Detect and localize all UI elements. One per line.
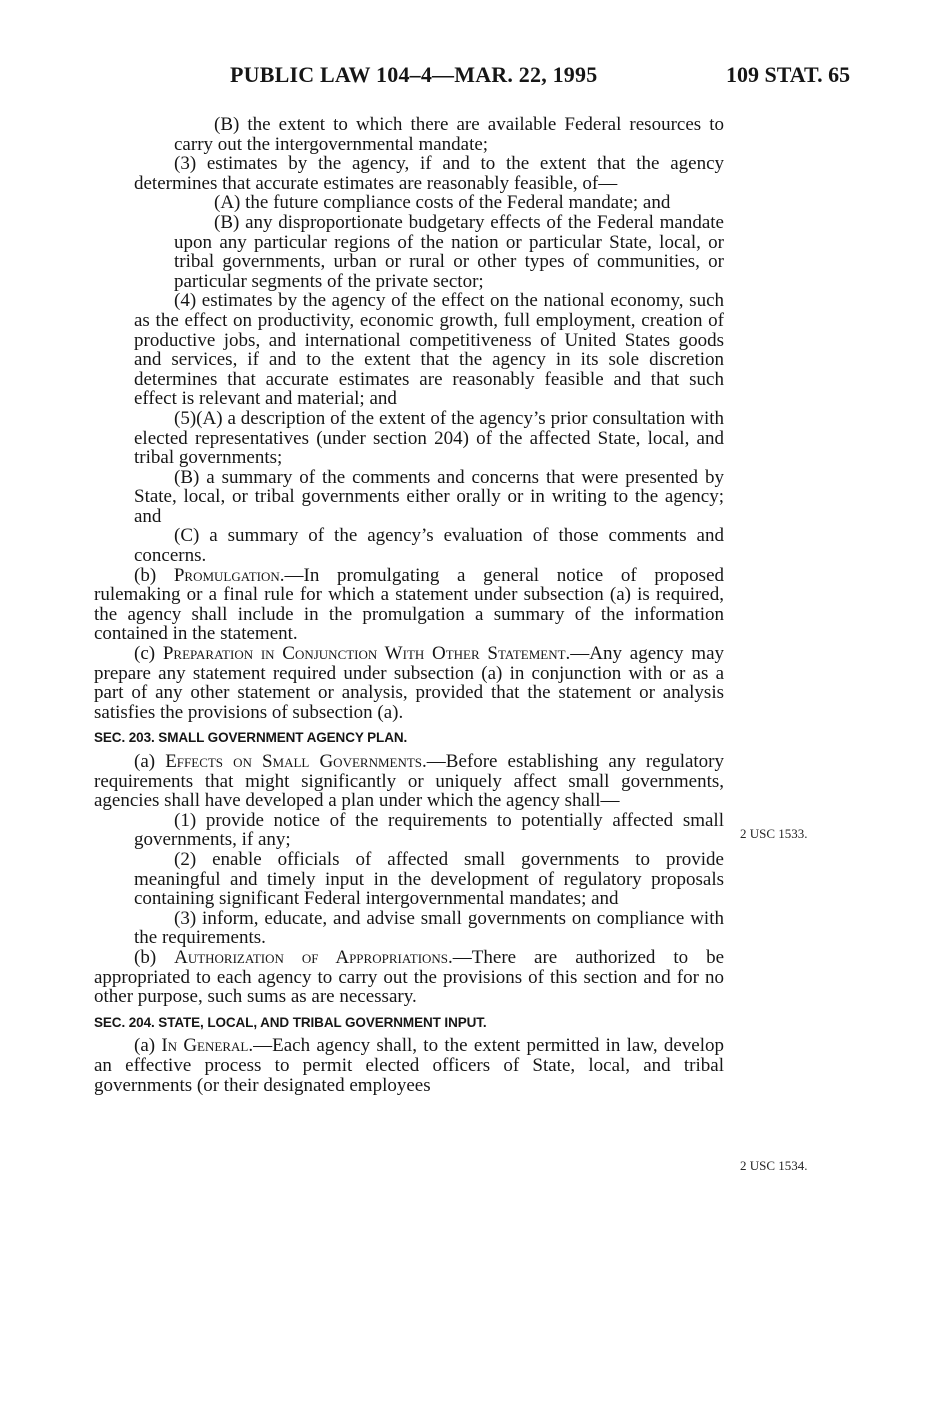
section-203-heading: SEC. 203. SMALL GOVERNMENT AGENCY PLAN.: [94, 730, 408, 746]
sec204-subsection-a: [94, 1036, 724, 1095]
paragraph-3b: (B) the extent to which there are available Federal resources to carry out the intergovernmental mandate;: [174, 114, 724, 155]
subsection-b-label: (b): [134, 564, 174, 586]
subsection-b-promulgation: [94, 566, 724, 644]
sec203-b-text: —There are authorized to be appropriated to each agency to carry out the provisions of this section and for no other purpose, such sums as are necessary.: [94, 946, 724, 1008]
sec204-a-heading: In General.: [161, 1035, 254, 1057]
paragraph-3b-dispro: (B) any disproportionate budgetary effects of the Federal mandate upon any particular regions of the nation or particular State, local, or tribal governments, urban or rural or other types of communities, or particular segments of the private sector;: [174, 211, 724, 292]
sec203-subsection-a: [94, 752, 724, 811]
sec203-paragraph-2: (2) enable officials of affected small governments to provide meaningful and timely input in the development of regulatory proposals containing significant Federal intergovernmental mandates; and: [134, 848, 724, 910]
paragraph-3a-text: (A) the future compliance costs of the Federal mandate; and: [214, 192, 671, 214]
subsection-b-text: —In promulgating a general notice of proposed rulemaking or a final rule for which a statement under subsection (a) is required, the agency shall include in the promulgation a summary of the information contained in the statement.: [94, 564, 725, 645]
paragraph-5a: (5)(A) a description of the extent of the agency’s prior consultation with elected representatives (under section 204) of the affected State, local, and tribal governments;: [134, 407, 724, 469]
body-text: [94, 115, 724, 1095]
sec203-paragraph-3: (3) inform, educate, and advise small governments on compliance with the requirements.: [134, 907, 724, 949]
sec204-a-label: (a): [134, 1035, 162, 1057]
sec204-a-text: —Each agency shall, to the extent permitted in law, develop an effective process to permit elected officers of State, local, and tribal governments (or their designated employees: [94, 1035, 724, 1096]
subsection-c-text: —Any agency may prepare any statement required under subsection (a) in conjunction with or as a part of any other statement or analysis, provided that the statement or analysis satisfies the provisions of subsection (a).: [94, 643, 725, 723]
paragraph-4: (4) estimates by the agency of the effect on the national economy, such as the effect on productivity, economic growth, full employment, creation of productive jobs, and international competitiveness of United States goods and services, if and to the extent that the agency in its sole discretion determines that accurate estimates are reasonably feasible and that such effect is relevant and material; and: [134, 290, 724, 410]
paragraph-3: (3) estimates by the agency, if and to the extent that the agency determines that accurate estimates are reasonably feasible, of—: [134, 153, 724, 194]
sec203-b-heading: Authorization of Appropriations.: [174, 946, 453, 968]
subsection-c-heading: Preparation in Conjunction With Other Statement.: [162, 643, 571, 665]
margin-note-sec204: 2 USC 1534.: [740, 1158, 808, 1173]
sec203-a-heading: Effects on Small Governments.: [165, 751, 427, 772]
subsection-c-preparation: [94, 644, 724, 722]
sec203-a-text: —Before establishing any regulatory requirements that might significantly or uniquely affect small governments, agencies shall have developed a plan under which the agency shall—: [94, 751, 725, 812]
sec203-subsection-b: [94, 948, 724, 1007]
sec203-b-label: (b): [134, 946, 175, 968]
section-204-heading: SEC. 204. STATE, LOCAL, AND TRIBAL GOVERNMENT INPUT.: [94, 1014, 487, 1030]
paragraph-3a: [94, 193, 724, 213]
subsection-b-heading: Promulgation.: [173, 564, 285, 586]
margin-note-sec203: 2 USC 1533.: [740, 826, 808, 841]
sec203-a-label: (a): [134, 751, 166, 772]
stat-citation: 109 STAT. 65: [726, 62, 851, 87]
subsection-c-label: (c): [134, 643, 163, 665]
paragraph-5b: (B) a summary of the comments and concerns that were presented by State, local, or tribal governments either orally or in writing to the agency; and: [134, 466, 724, 527]
paragraph-5c: (C) a summary of the agency’s evaluation of those comments and concerns.: [134, 525, 724, 567]
running-head: PUBLIC LAW 104–4—MAR. 22, 1995: [230, 62, 598, 87]
sec203-paragraph-1: (1) provide notice of the requirements to potentially affected small governments, if any;: [134, 809, 724, 851]
